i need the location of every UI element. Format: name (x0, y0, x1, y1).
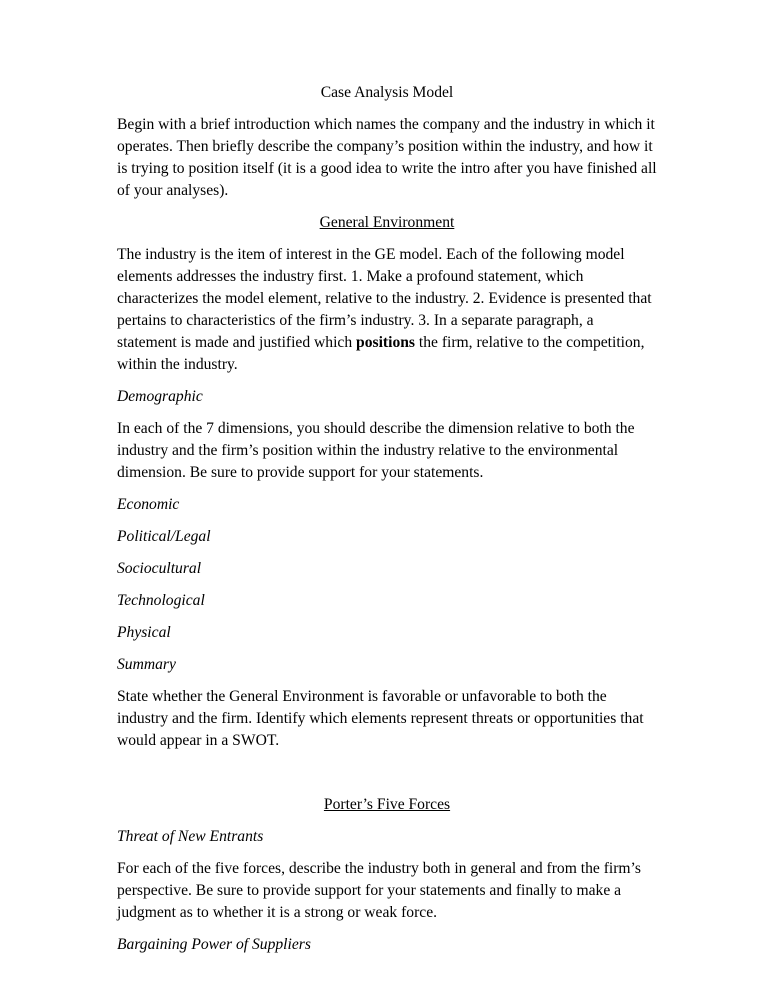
document-page (117, 82, 657, 966)
general-environment-heading: General Environment (319, 214, 455, 231)
five-forces-paragraph: For each of the five forces, describe the industry both in general and from the firm’s perspective. Be sure to provide support for your statements and finally to make a judgment as to whether it is a strong or weak force. (117, 860, 641, 921)
ge-model-bold-word: positions (356, 334, 415, 351)
dimensions-paragraph: In each of the 7 dimensions, you should describe the dimension relative to both the industry and the firm’s position within the industry relative to the environmental dimension. Be sure to provide support for your statements. (117, 420, 635, 481)
suppliers-subheading: Bargaining Power of Suppliers (117, 936, 311, 953)
ge-model-text-start: The industry is the item of interest in the GE model. Each of the following model elements addresses the industry first. 1. Make a profound statement, which characterizes the model element, relative to the industry. 2. Evidence is presented that pertains to characteristics of the firm’s industry. 3. In a separate paragraph, a statement is made and justified which (117, 246, 652, 351)
five-forces-heading: Porter’s Five Forces (323, 796, 451, 813)
economic-subheading: Economic (117, 496, 180, 513)
ge-model-text-end: the firm, relative to the competition, within the industry. (117, 334, 645, 373)
intro-paragraph: Begin with a brief introduction which names the company and the industry in which it operates. Then briefly describe the company’s position within the industry, and how it is trying to position itself (it is a good idea to write the intro after you have finished all of your analyses). (117, 116, 657, 199)
summary-subheading: Summary (117, 656, 176, 673)
demographic-subheading: Demographic (117, 388, 203, 405)
summary-paragraph: State whether the General Environment is favorable or unfavorable to both the industry and the firm. Identify which elements represent threats or opportunities that would appear in a SWOT. (117, 688, 644, 749)
ge-model-paragraph (117, 244, 657, 376)
sociocultural-subheading: Sociocultural (117, 560, 202, 577)
new-entrants-subheading: Threat of New Entrants (117, 828, 264, 845)
section-spacer (117, 762, 657, 794)
technological-subheading: Technological (117, 592, 205, 609)
physical-subheading: Physical (117, 624, 171, 641)
political-legal-subheading: Political/Legal (117, 528, 211, 545)
document-title: Case Analysis Model (320, 84, 454, 101)
